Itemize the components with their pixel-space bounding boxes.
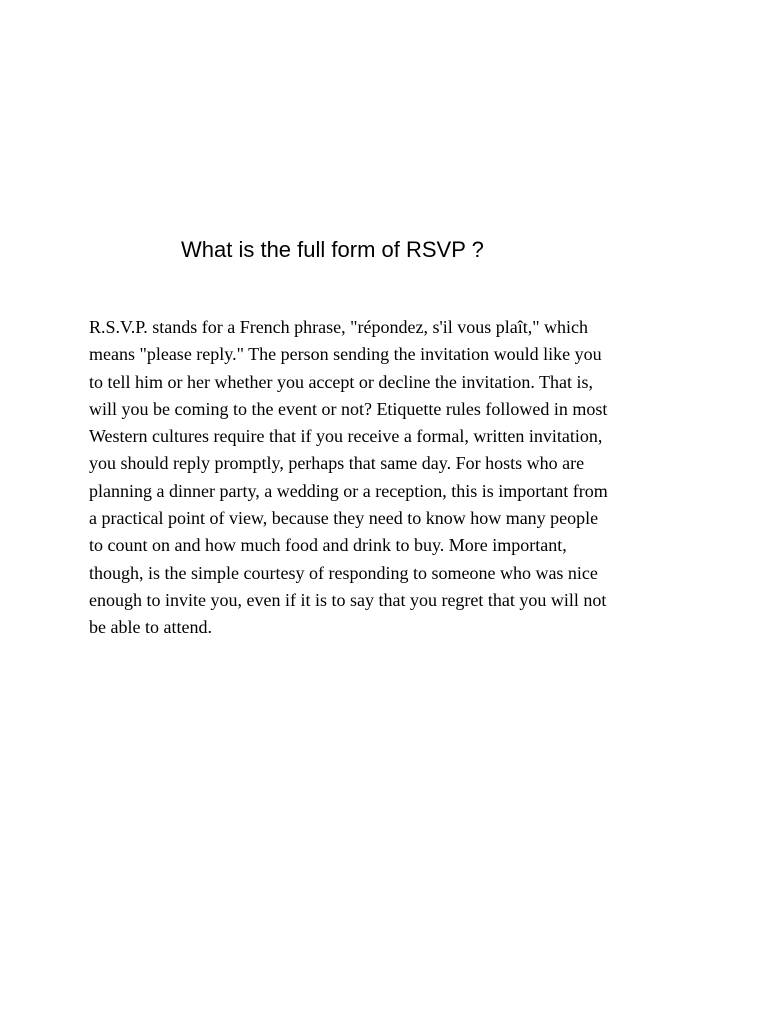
- paragraph-line: a practical point of view, because they need to know how many people: [89, 508, 599, 529]
- paragraph-line: to count on and how much food and drink to buy. More important,: [89, 535, 567, 556]
- paragraph-line: Western cultures require that if you receive a formal, written invitation,: [89, 426, 603, 447]
- body-paragraph: [89, 314, 649, 642]
- paragraph-line: planning a dinner party, a wedding or a reception, this is important from: [89, 480, 608, 501]
- paragraph-line: be able to attend.: [89, 617, 212, 638]
- paragraph-line: though, is the simple courtesy of responding to someone who was nice: [89, 562, 598, 583]
- paragraph-line: you should reply promptly, perhaps that same day. For hosts who are: [89, 453, 585, 474]
- paragraph-line: enough to invite you, even if it is to say that you regret that you will not: [89, 589, 607, 610]
- paragraph-line: will you be coming to the event or not? Etiquette rules followed in most: [89, 398, 608, 419]
- paragraph-line: means "please reply." The person sending the invitation would like you: [89, 344, 602, 365]
- page-title: What is the full form of RSVP ?: [181, 237, 484, 262]
- paragraph-line: R.S.V.P. stands for a French phrase, "répondez, s'il vous plaît," which: [89, 317, 589, 337]
- paragraph-line: to tell him or her whether you accept or decline the invitation. That is,: [89, 371, 594, 392]
